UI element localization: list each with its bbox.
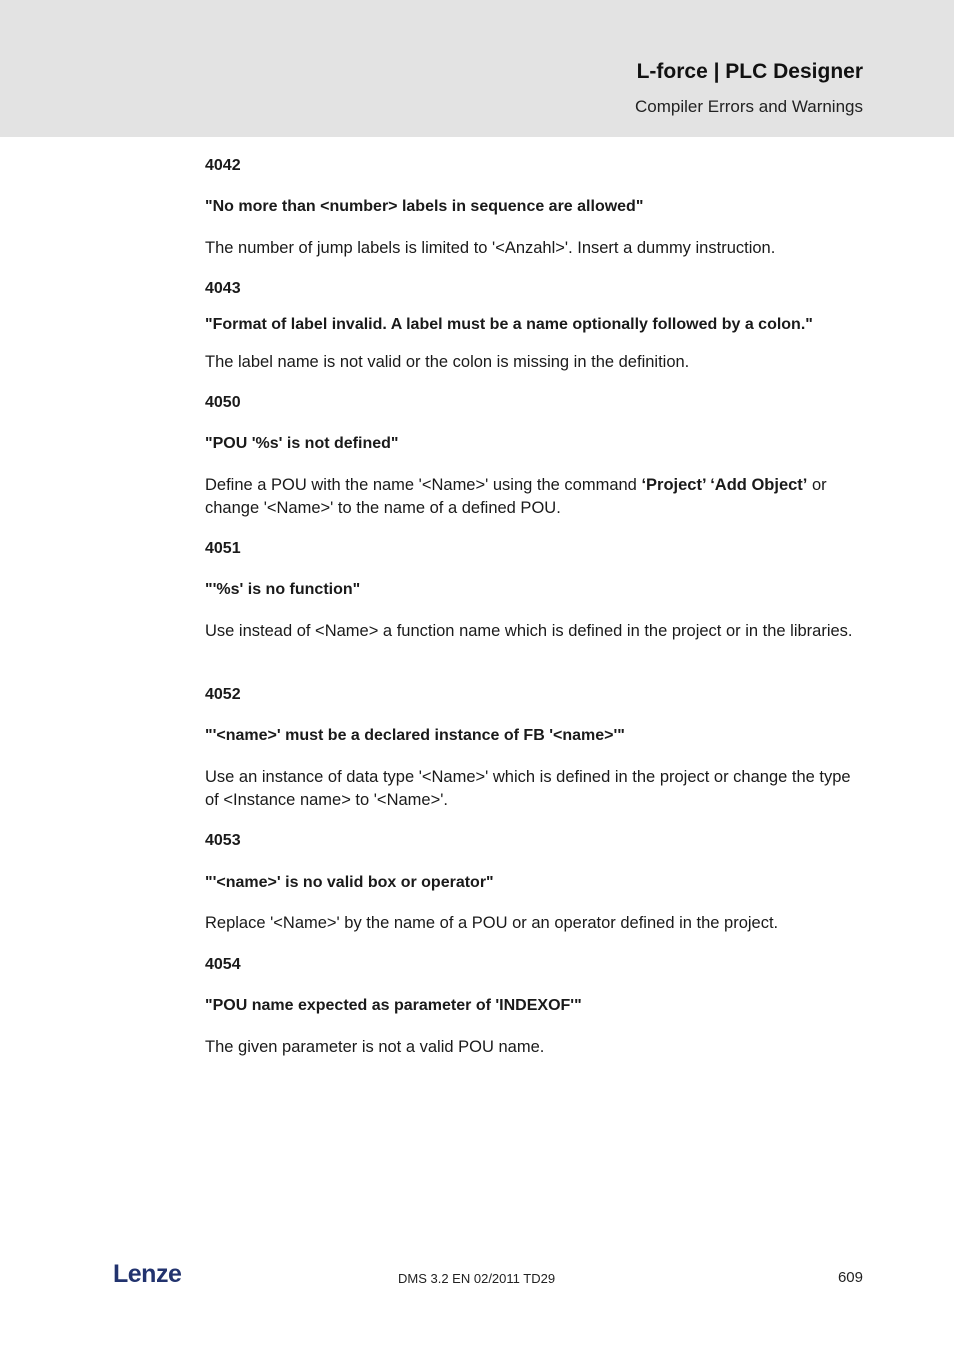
error-description: Use an instance of data type '<Name>' which is defined in the project or change the type of <Instance name> to '<Name>'. — [205, 768, 851, 809]
error-message: "No more than <number> labels in sequence are allowed" — [205, 198, 644, 215]
error-code: 4051 — [205, 540, 241, 557]
error-message: "POU name expected as parameter of 'INDEXOF'" — [205, 997, 582, 1014]
error-description: The given parameter is not a valid POU name. — [205, 1038, 545, 1056]
error-code: 4050 — [205, 394, 241, 411]
error-description: The label name is not valid or the colon is missing in the definition. — [205, 353, 690, 371]
menu-command: ‘Project’ ‘Add Object’ — [641, 476, 808, 494]
lenze-logo: Lenze — [113, 1260, 182, 1288]
error-code: 4053 — [205, 832, 241, 849]
error-message: "Format of label invalid. A label must be a name optionally followed by a colon." — [205, 316, 813, 333]
chapter-title: Compiler Errors and Warnings — [635, 97, 863, 116]
error-description: Replace '<Name>' by the name of a POU or an operator defined in the project. — [205, 914, 779, 932]
error-message: "POU '%s' is not defined" — [205, 435, 399, 452]
error-description: Use instead of <Name> a function name which is defined in the project or in the libraries. — [205, 622, 853, 640]
error-message: "'<name>' must be a declared instance of FB '<name>'" — [205, 727, 625, 744]
error-message: "'%s' is no function" — [205, 581, 361, 598]
page-header — [0, 0, 954, 137]
page-number: 609 — [837, 1269, 863, 1286]
document-id: DMS 3.2 EN 02/2011 TD29 — [398, 1271, 556, 1286]
error-code: 4042 — [205, 157, 241, 174]
error-message: "'<name>' is no valid box or operator" — [205, 874, 494, 891]
error-code: 4043 — [205, 280, 241, 297]
error-description — [205, 474, 865, 520]
error-code: 4052 — [205, 686, 241, 703]
document-title: L-force | PLC Designer — [636, 60, 863, 83]
error-description: The number of jump labels is limited to '<Anzahl>'. Insert a dummy instruction. — [205, 239, 776, 257]
error-code: 4054 — [205, 956, 241, 973]
description-text: Define a POU with the name '<Name>' using the command — [205, 476, 642, 494]
description-text: or change '<Name>' to the name of a defined POU. — [205, 476, 827, 517]
